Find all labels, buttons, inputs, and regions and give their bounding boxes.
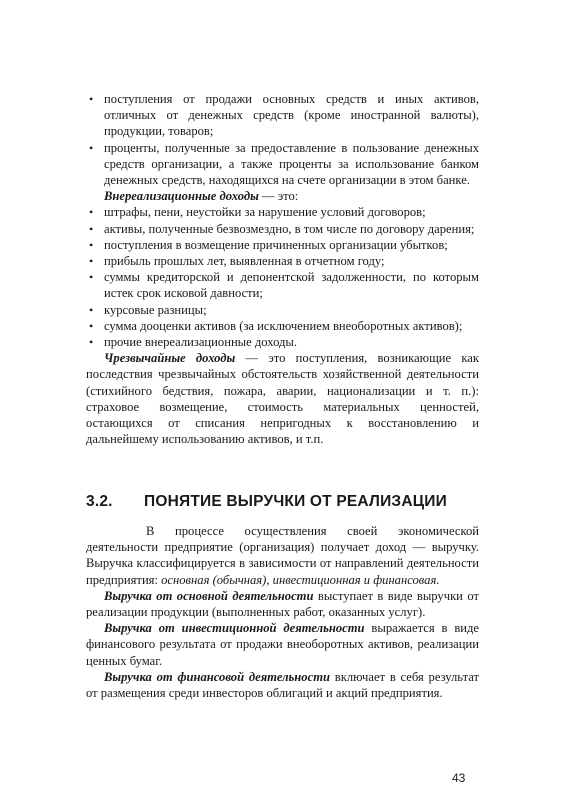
bullet-icon: • — [89, 254, 94, 269]
bullet-icon: • — [89, 140, 94, 155]
bullet-icon: • — [89, 302, 94, 317]
list-item — [86, 204, 479, 220]
list-item-text: проценты, полученные за предоставление в пользование денежных средств организации, а также проценты за использование банком денежных средств, находящихся на счете организации в этом банке. — [104, 140, 479, 188]
list-item — [86, 302, 479, 318]
bullet-icon: • — [89, 318, 94, 333]
list-item — [86, 253, 479, 269]
paragraph-text: В процессе осуществления своей экономической деятельности предприятие (организация) получает доход — выручку. Выручка классифицируется в зависимости от направлений деятельности предприятия: — [86, 524, 479, 587]
term-nonoperating-income: Внереализационные доходы — [104, 189, 259, 204]
list-item — [86, 269, 479, 301]
nonoperating-income-intro — [86, 188, 479, 204]
term-investment-revenue: Выручка от инвестиционной деятельности — [104, 621, 365, 636]
list-item-text: прибыль прошлых лет, выявленная в отчетном году; — [104, 254, 385, 269]
revenue-section-body — [86, 523, 479, 701]
list-item-text: сумма дооценки активов (за исключением внеоборотных активов); — [104, 318, 463, 333]
bullet-icon: • — [89, 92, 94, 106]
investment-revenue-paragraph — [86, 620, 479, 669]
list-item — [86, 91, 479, 140]
section-title: ПОНЯТИЕ ВЫРУЧКИ ОТ РЕАЛИЗАЦИИ — [144, 493, 447, 510]
section-number: 3.2. — [86, 493, 113, 510]
page-number: 43 — [452, 771, 466, 785]
list-item — [86, 221, 479, 237]
paragraph-text: выражается в виде финансового результата от продажи внеоборотных активов, реализации ценных бумаг. — [86, 621, 480, 668]
list-item — [86, 318, 479, 334]
paragraph-text: включает в себя результат от размещения среди инвесторов облигаций и акций предприятия. — [86, 669, 479, 701]
term-financial-revenue: Выручка от финансовой деятельности — [104, 669, 330, 684]
financial-revenue-paragraph — [86, 669, 479, 701]
term-emergency-income: Чрезвычайные доходы — [104, 351, 236, 366]
bullet-icon: • — [89, 237, 94, 252]
term-operating-revenue: Выручка от основной деятельности — [104, 588, 314, 603]
list-item-text: суммы кредиторской и депонентской задолженности, по которым истек срок исковой давности; — [104, 270, 479, 301]
term-definition: — это поступления, возникающие как последствия чрезвычайных обстоятельств хозяйственной деятельности (стихийного бедствия, пожара, аварии, национализации и т. п.): страховое возмещение, стоимость материальных ценностей, остающихся от списания непригодных к восстановлению и дальнейшему использованию активов, и т.п. — [86, 351, 479, 447]
list-item — [86, 334, 479, 350]
section-heading — [86, 493, 486, 511]
list-item — [86, 237, 479, 253]
list-item-text: прочие внереализационные доходы. — [104, 335, 298, 350]
activity-types: основная (обычная), инвестиционная и финансовая. — [161, 572, 440, 587]
term-definition-lead: — это: — [258, 189, 299, 204]
paragraph-text: выступает в виде выручки от реализации продукции (выполненных работ, оказанных услуг). — [86, 588, 479, 620]
list-item-text: активы, полученные безвозмездно, в том числе по договору дарения; — [104, 221, 475, 236]
list-item-text: курсовые разницы; — [104, 302, 207, 317]
emergency-income-paragraph — [86, 350, 479, 447]
list-item-text: штрафы, пени, неустойки за нарушение условий договоров; — [104, 205, 426, 220]
bullet-icon: • — [89, 335, 94, 350]
list-item-text: поступления в возмещение причиненных организации убытков; — [104, 237, 448, 252]
bullet-icon: • — [89, 205, 94, 220]
list-item — [86, 140, 479, 189]
income-lists — [86, 91, 479, 447]
list-item-text: поступления от продажи основных средств и иных активов, отличных от денежных средств (кроме иностранной валюты), продукции, товаров; — [104, 92, 479, 139]
revenue-intro-paragraph — [86, 523, 479, 588]
bullet-icon: • — [89, 270, 94, 285]
operating-revenue-paragraph — [86, 588, 479, 620]
bullet-icon: • — [89, 221, 94, 236]
